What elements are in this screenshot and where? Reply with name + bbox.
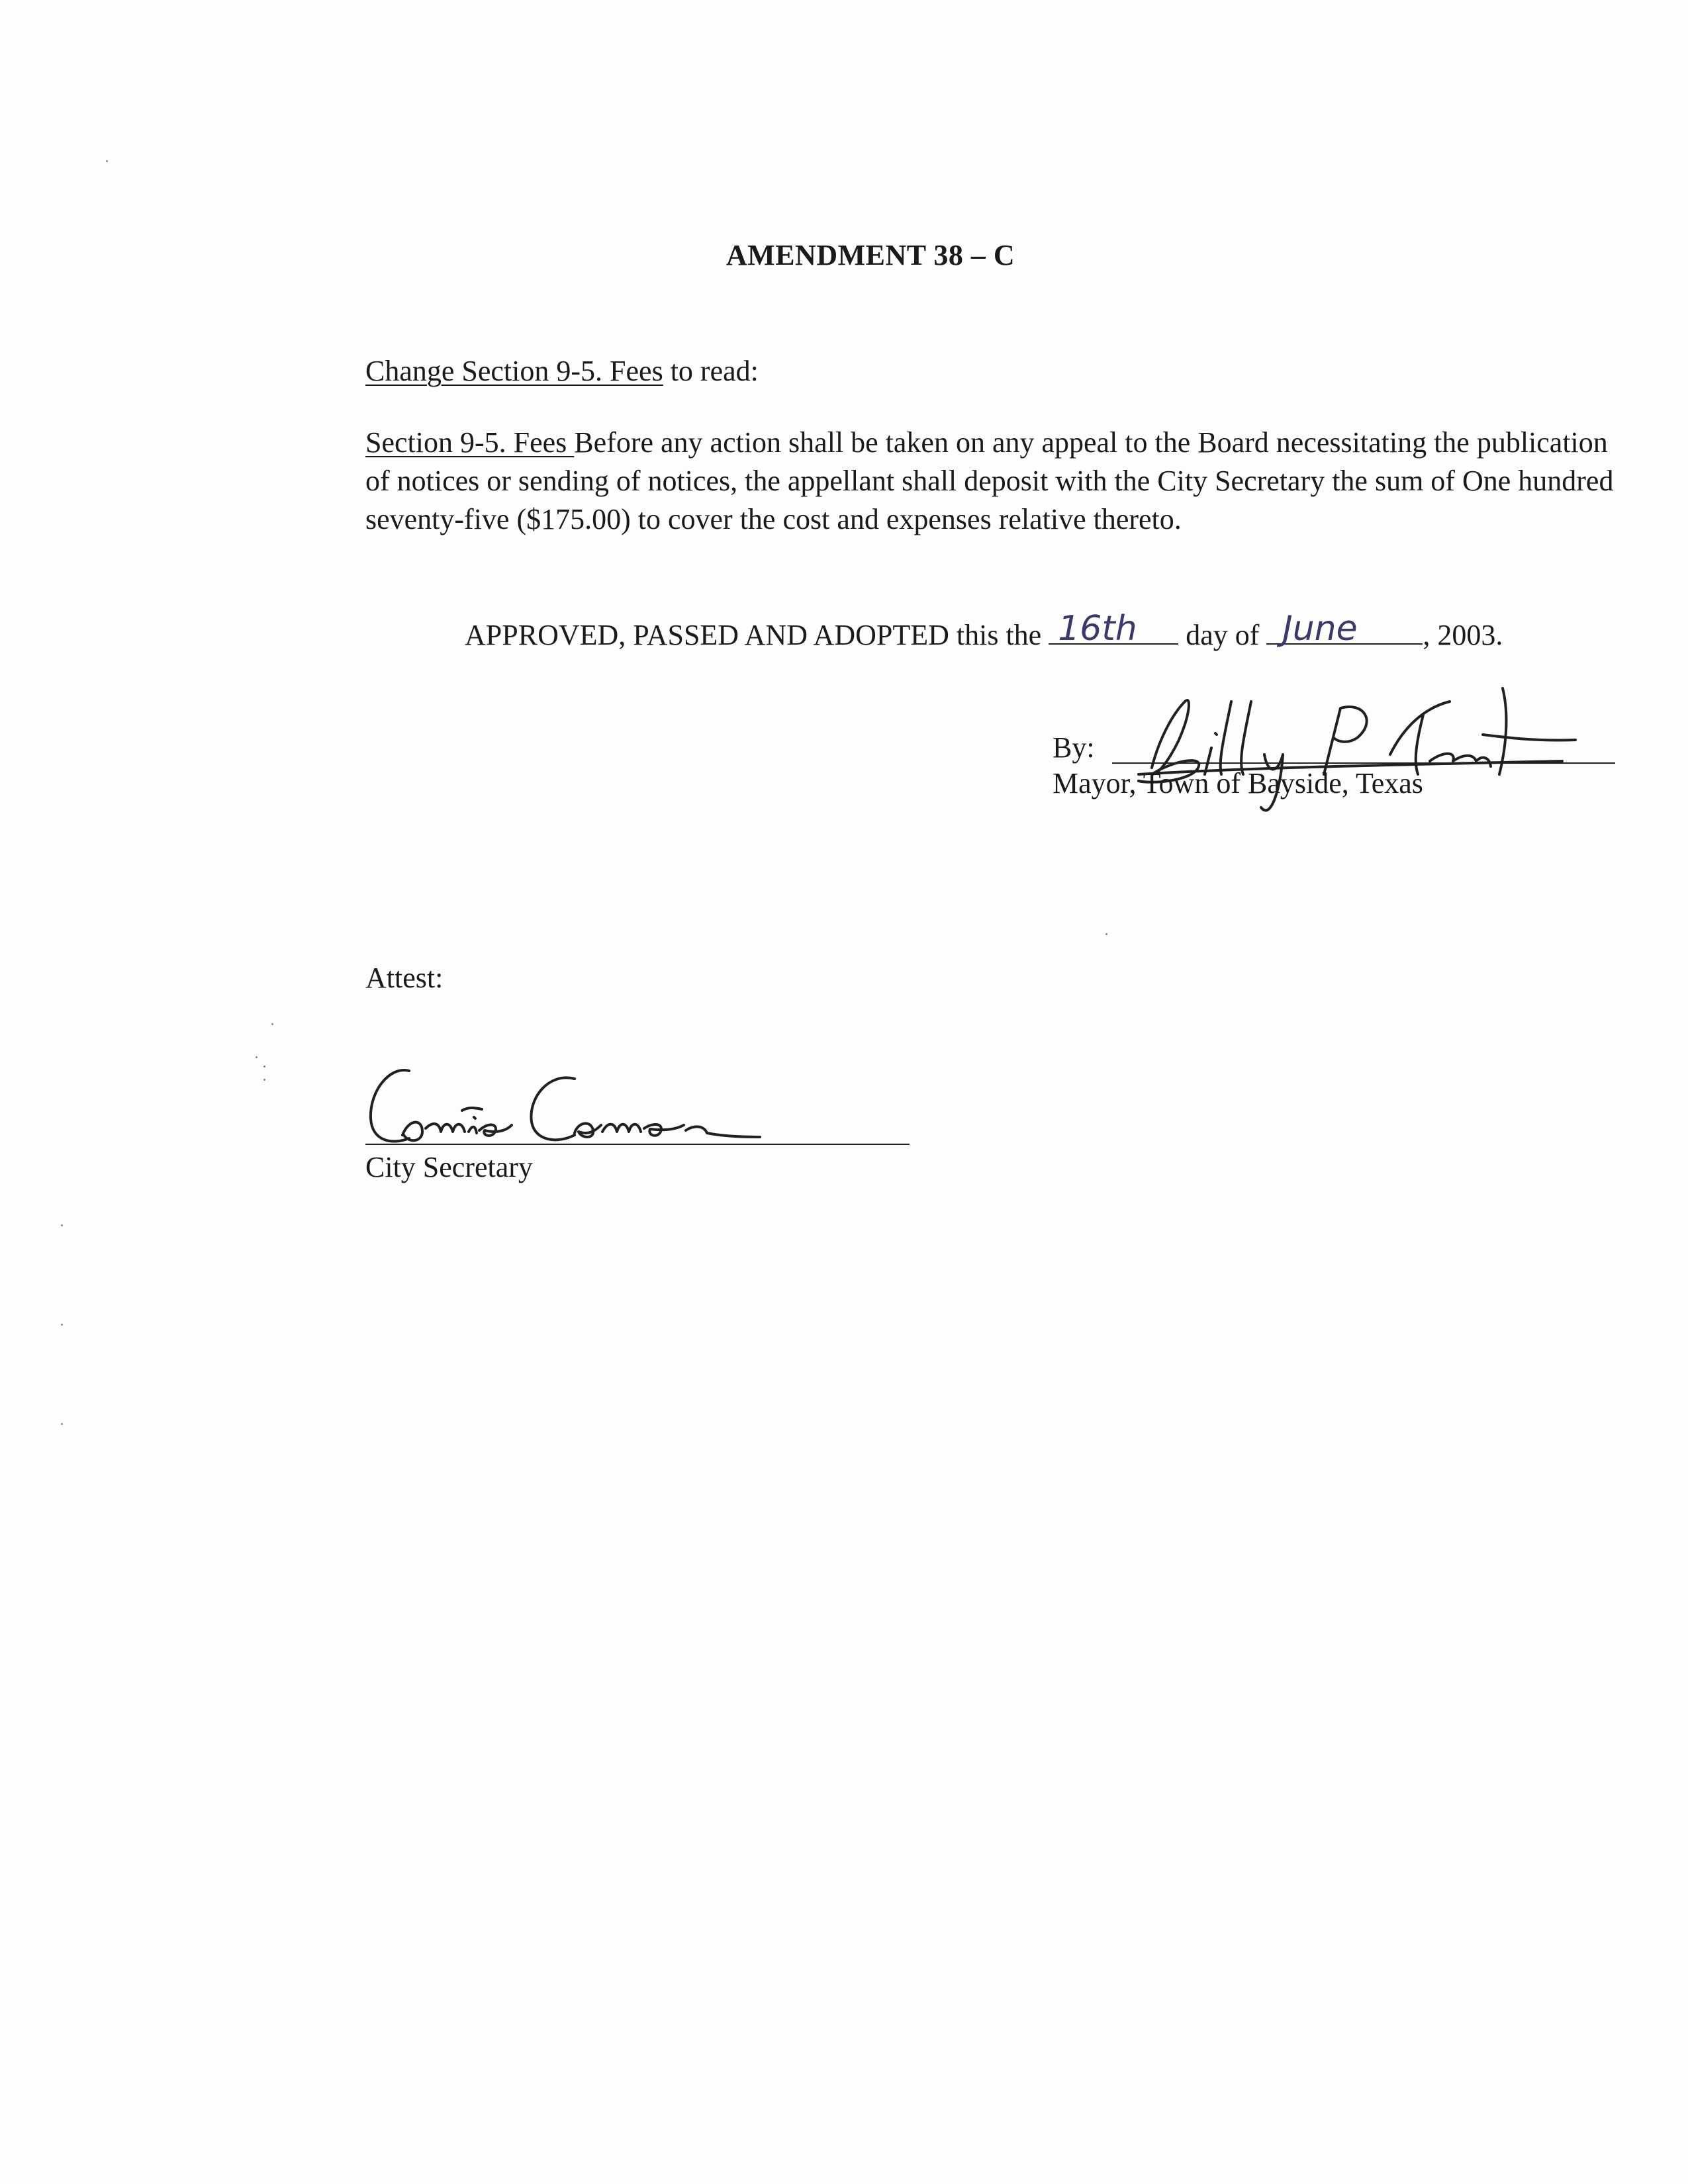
scan-speck bbox=[61, 1423, 63, 1425]
secretary-signature-line bbox=[365, 1144, 910, 1145]
section-body: Before any action shall be taken on any appeal to the Board necessitating the publication of notices or sending of notices, the appellant shall deposit with the City Secretary the sum of One hundred seventy-five ($175.00) to cover the cost and expenses relative thereto. bbox=[365, 426, 1614, 535]
scan-speck bbox=[271, 1023, 273, 1025]
change-section-reference: Change Section 9-5. Fees bbox=[365, 355, 663, 387]
document-title: AMENDMENT 38 – C bbox=[726, 239, 1015, 271]
scan-speck bbox=[256, 1056, 258, 1058]
mayor-signature bbox=[1112, 675, 1589, 827]
day-handwritten: 16th bbox=[1058, 609, 1137, 649]
scan-speck bbox=[263, 1079, 265, 1081]
change-instruction-rest: to read: bbox=[663, 355, 759, 387]
section-heading: Section 9-5. Fees bbox=[365, 426, 575, 459]
approval-middle: day of bbox=[1178, 619, 1267, 651]
day-blank bbox=[1049, 609, 1178, 649]
scan-speck bbox=[61, 1324, 63, 1326]
attest-label: Attest: bbox=[365, 962, 444, 994]
approval-tail: , 2003. bbox=[1423, 619, 1503, 651]
scan-speck bbox=[106, 160, 108, 162]
month-blank bbox=[1266, 609, 1423, 649]
month-handwritten: June bbox=[1282, 609, 1358, 649]
section-paragraph bbox=[365, 424, 1636, 539]
approval-lead: APPROVED, PASSED AND ADOPTED this the bbox=[465, 619, 1049, 651]
change-instruction bbox=[365, 352, 1636, 390]
by-label: By: bbox=[1053, 731, 1095, 764]
scan-speck bbox=[263, 1066, 265, 1068]
approval-line bbox=[465, 609, 1503, 652]
secretary-signature bbox=[363, 1059, 826, 1165]
scan-speck bbox=[1105, 933, 1107, 935]
scan-speck bbox=[61, 1224, 63, 1226]
secretary-title: City Secretary bbox=[365, 1151, 533, 1183]
mayor-title: Mayor, Town of Bayside, Texas bbox=[1053, 767, 1423, 799]
